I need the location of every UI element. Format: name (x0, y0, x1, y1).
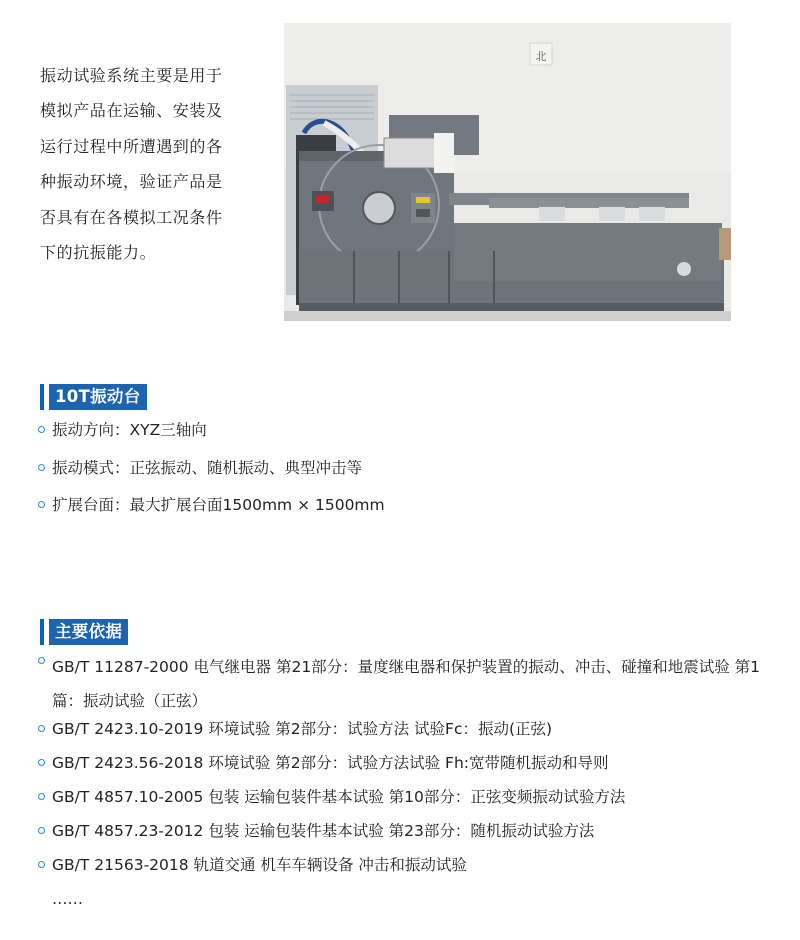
wall-sign: 北 (535, 50, 547, 63)
title-accent-bar (40, 384, 44, 410)
title-accent-bar (40, 619, 44, 645)
list-item: GB/T 21563-2018 轨道交通 机车车辆设备 冲击和振动试验 (38, 854, 762, 888)
list-item: GB/T 2423.56-2018 环境试验 第2部分：试验方法试验 Fh:宽带随机振动和导则 (38, 752, 762, 786)
bullet-icon (38, 759, 45, 766)
intro-line: 运行过程中所遭遇到的各 (40, 136, 223, 156)
intro-line: 否具有在各模拟工况条件 (40, 207, 223, 227)
bullet-icon (38, 861, 45, 868)
standards-list (38, 656, 762, 922)
intro-line: 模拟产品在运输、安装及 (40, 101, 223, 121)
list-item: GB/T 2423.10-2019 环境试验 第2部分：试验方法 试验Fc：振动(正弦) (38, 718, 762, 752)
vibration-table-photo (284, 23, 731, 321)
bullet-icon (38, 725, 45, 732)
bullet-icon (38, 827, 45, 834)
list-item: GB/T 11287-2000 电气继电器 第21部分：量度继电器和保护装置的振动、冲击、碰撞和地震试验 第1篇：振动试验（正弦） (38, 650, 762, 718)
list-item: 振动方向：XYZ三轴向 (38, 419, 385, 457)
list-ellipsis: …… (52, 890, 83, 908)
section-title-shaker (40, 384, 147, 410)
bullet-icon (38, 657, 45, 664)
section-title-label: 10T振动台 (49, 384, 147, 410)
bullet-icon (38, 793, 45, 800)
intro-line: 振动试验系统主要是用于 (40, 66, 223, 85)
list-item: GB/T 4857.10-2005 包装 运输包装件基本试验 第10部分：正弦变频振动试验方法 (38, 786, 762, 820)
shaker-spec-list (38, 419, 385, 532)
bullet-icon (38, 464, 45, 471)
intro-line: 下的抗振能力。 (40, 243, 157, 263)
bullet-icon (38, 426, 45, 433)
intro-paragraph (40, 58, 250, 270)
section-title-standards (40, 619, 128, 645)
intro-line: 种振动环境，验证产品是 (40, 172, 223, 192)
list-item: 扩展台面：最大扩展台面1500mm × 1500mm (38, 494, 385, 532)
list-item: GB/T 4857.23-2012 包装 运输包装件基本试验 第23部分：随机振动试验方法 (38, 820, 762, 854)
bullet-icon (38, 501, 45, 508)
list-item: 振动模式：正弦振动、随机振动、典型冲击等 (38, 457, 385, 495)
section-title-label: 主要依据 (49, 619, 128, 645)
